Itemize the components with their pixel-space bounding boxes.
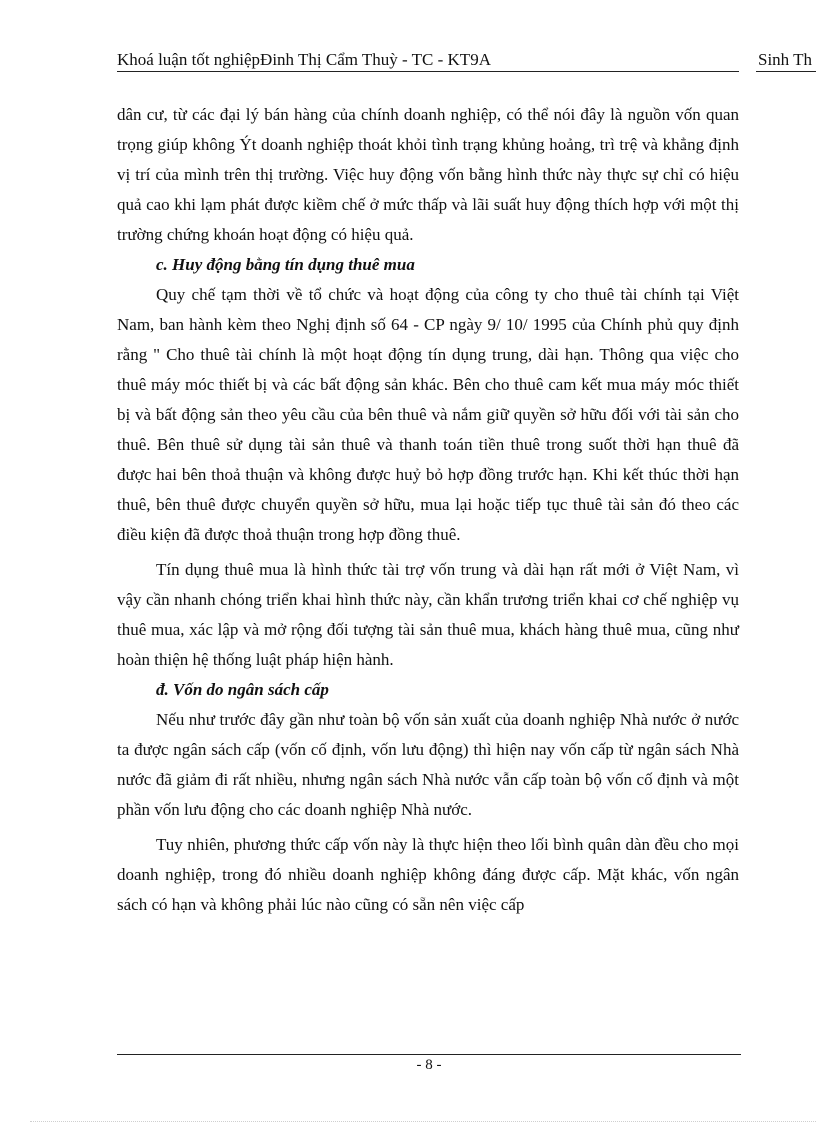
page-number: - 8 - (416, 1057, 442, 1073)
paragraph: Tín dụng thuê mua là hình thức tài trợ vốn trung và dài hạn rất mới ở Việt Nam, vì vậy cần nhanh chóng triển khai hình thức này, cần khẩn trương triển khai cơ chế nghiệp vụ thuê mua, xác lập và mở rộng đối tượng tài sản thuê mua, khách hàng thuê mua, cũng như hoàn thiện hệ thống luật pháp hiện hành. (117, 560, 739, 669)
header-divider-right (756, 71, 816, 72)
header-title: Khoá luận tốt nghiệpĐinh Thị Cẩm Thuỳ - TC - KT9A (117, 50, 491, 69)
section-heading-c: c. Huy động bằng tín dụng thuê mua (156, 255, 415, 274)
page-header (117, 48, 816, 72)
document-body (117, 100, 739, 920)
section-heading-d: đ. Vốn do ngân sách cấp (156, 680, 329, 699)
page-boundary (30, 1121, 816, 1122)
paragraph: Nếu như trước đây gần như toàn bộ vốn sản xuất của doanh nghiệp Nhà nước ở nước ta được ngân sách cấp (vốn cố định, vốn lưu động) thì hiện nay vốn cấp từ ngân sách Nhà nước đã giảm đi rất nhiều, nhưng ngân sách Nhà nước vẫn cấp toàn bộ vốn cố định và một phần vốn lưu động cho các doanh nghiệp Nhà nước. (117, 710, 739, 819)
paragraph: dân cư, từ các đại lý bán hàng của chính doanh nghiệp, có thể nói đây là nguồn vốn quan trọng giúp không Ýt doanh nghiệp thoát khỏi tình trạng khủng hoảng, trì trệ và khẳng định vị trí của mình trên thị trường. Việc huy động vốn bằng hình thức này thực sự chỉ có hiệu quả cao khi lạm phát được kiềm chế ở mức thấp và lãi suất huy động thích hợp với một thị trường chứng khoán hoạt động có hiệu quả. (117, 105, 739, 244)
footer-divider (117, 1054, 741, 1055)
paragraph: Tuy nhiên, phương thức cấp vốn này là thực hiện theo lối bình quân dàn đều cho mọi doanh nghiệp, trong đó nhiều doanh nghiệp không đáng được cấp. Mặt khác, vốn ngân sách có hạn và không phải lúc nào cũng có sẵn nên việc cấp (117, 835, 739, 914)
paragraph: Quy chế tạm thời về tổ chức và hoạt động của công ty cho thuê tài chính tại Việt Nam, ban hành kèm theo Nghị định số 64 - CP ngày 9/ 10/ 1995 của Chính phủ quy định rằng " Cho thuê tài chính là một hoạt động tín dụng trung, dài hạn. Thông qua việc cho thuê máy móc thiết bị và các bất động sản khác. Bên cho thuê cam kết mua máy móc thiết bị và bất động sản theo yêu cầu của bên thuê và nắm giữ quyền sở hữu đối với tài sản cho thuê. Bên thuê sử dụng tài sản thuê và thanh toán tiền thuê trong suốt thời hạn thuê đã được hai bên thoả thuận và không được huỷ bỏ hợp đồng trước hạn. Khi kết thúc thời hạn thuê, bên thuê được chuyển quyền sở hữu, mua lại hoặc tiếp tục thuê tài sản đó theo các điều kiện đã được thoả thuận trong hợp đồng thuê. (117, 285, 739, 544)
header-right-text: Sinh Th (758, 50, 813, 69)
header-divider (117, 71, 739, 72)
